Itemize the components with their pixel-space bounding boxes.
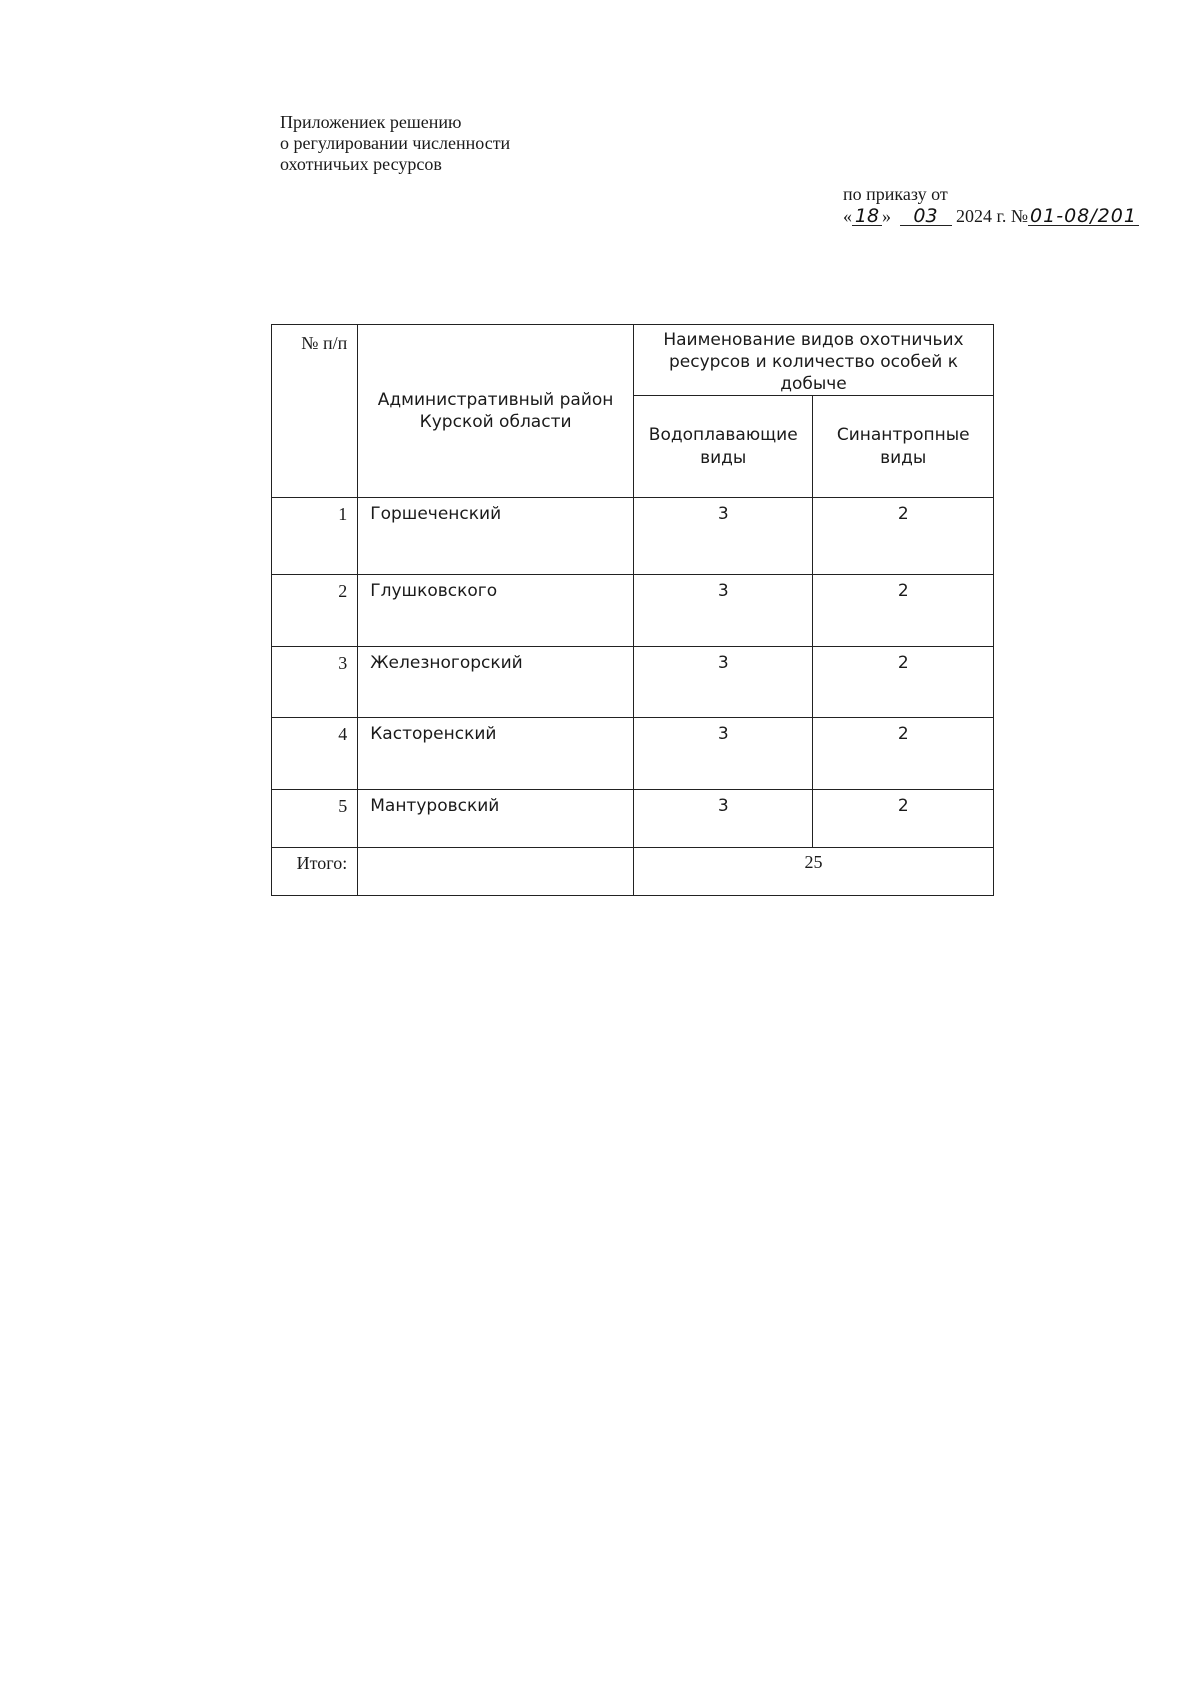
row-waterfowl: 3	[633, 718, 812, 790]
table-row	[272, 498, 994, 575]
total-value: 25	[633, 848, 993, 896]
header-district: Административный район Курской области	[358, 325, 634, 498]
total-empty-cell	[358, 848, 634, 896]
row-district: Железногорский	[358, 647, 634, 718]
row-district: Мантуровский	[358, 790, 634, 848]
header-num: № п/п	[272, 325, 358, 498]
row-num: 1	[272, 498, 358, 575]
order-month: 03	[900, 207, 952, 226]
row-synanthropic: 2	[813, 718, 994, 790]
row-waterfowl: 3	[633, 790, 812, 848]
annex-note	[280, 112, 510, 175]
quota-table	[271, 324, 994, 896]
table-row	[272, 575, 994, 647]
row-num: 4	[272, 718, 358, 790]
header-waterfowl: Водоплавающие виды	[633, 396, 812, 498]
header-synanthropic: Синантропные виды	[813, 396, 994, 498]
row-num: 2	[272, 575, 358, 647]
row-district: Касторенский	[358, 718, 634, 790]
annex-line-3: охотничьих ресурсов	[280, 154, 442, 174]
row-synanthropic: 2	[813, 790, 994, 848]
order-day: 18	[852, 207, 882, 226]
total-label: Итого:	[272, 848, 358, 896]
row-district: Горшеченский	[358, 498, 634, 575]
order-date-line	[843, 205, 1139, 227]
annex-line-2: о регулировании численности	[280, 133, 511, 153]
row-waterfowl: 3	[633, 647, 812, 718]
header-row-1	[272, 325, 994, 396]
order-number: 01-08/201	[1030, 205, 1137, 227]
row-synanthropic: 2	[813, 647, 994, 718]
order-prefix: по приказу от	[843, 184, 948, 204]
row-num: 5	[272, 790, 358, 848]
order-reference	[843, 183, 1139, 227]
row-waterfowl: 3	[633, 498, 812, 575]
annex-line-1: Приложениек решению	[280, 112, 462, 132]
row-synanthropic: 2	[813, 498, 994, 575]
table-row	[272, 790, 994, 848]
row-synanthropic: 2	[813, 575, 994, 647]
row-num: 3	[272, 647, 358, 718]
order-year: 2024 г. №	[956, 206, 1029, 226]
table-row	[272, 647, 994, 718]
total-row	[272, 848, 994, 896]
header-species-group: Наименование видов охотничьих ресурсов и количество особей к добыче	[633, 325, 993, 396]
row-district: Глушковского	[358, 575, 634, 647]
table-row	[272, 718, 994, 790]
quote-open: «	[843, 206, 852, 226]
quote-close: »	[882, 206, 891, 226]
row-waterfowl: 3	[633, 575, 812, 647]
